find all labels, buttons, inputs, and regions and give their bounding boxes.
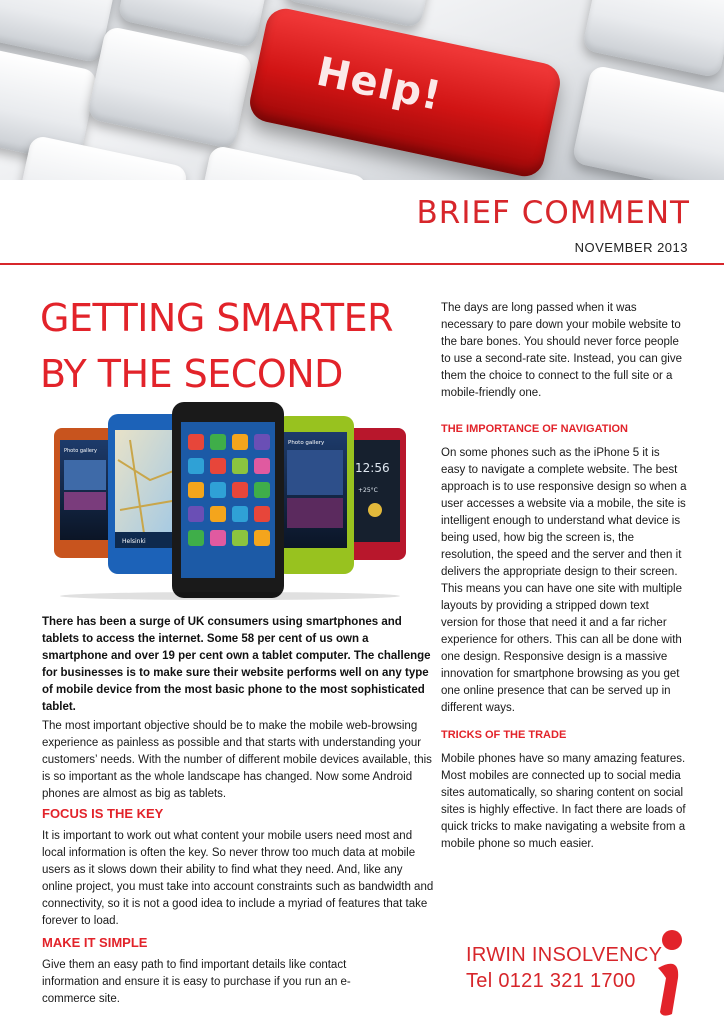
- phone-green: [276, 416, 354, 574]
- article-intro: There has been a surge of UK consumers using smartphones and tablets to access the internet. Some 58 per cent of us own a smartphone and over 19 per cent own a tablet computer. The challenge for businesses is to make sure their website performs well on any type of mobile device from the most basic phone to the most sophisticated tablet.: [42, 616, 431, 713]
- phone-clock: 12:56: [355, 461, 390, 475]
- section-body-navigation: On some phones such as the iPhone 5 it is easy to navigate a complete website. The best approach is to use responsive design so when a user accesses a website via a mobile, the site is intelligent enough to understand what device is being used, how big the screen is, the resolution, the speed and the server and then it delivers the appropriate design to their screen. This means you can have one site with multiple layouts by providing a stripped down text version for those that need it and a far richer experience for others. This can all be done with one design. Responsive design is a massive innovation for smartphone browsing as you get one online presence that can be served up in different ways.: [441, 447, 687, 714]
- company-name: IRWIN INSOLVENCY: [466, 944, 663, 966]
- section-body-focus: It is important to work out what content your mobile users need most and local information is often the key. So never throw too much data at mobile users as it slows down their ability to find what they need. And, like any online project, you must take into account constraints such as bandwidth and connectivity, so it is not a good idea to include a myriad of features that take forever to load.: [42, 830, 434, 927]
- section-heading-tricks: TRICKS OF THE TRADE: [441, 729, 567, 741]
- keyboard-key: [571, 64, 724, 180]
- article-paragraph: The most important objective should be to make the mobile web-browsing experience as painless as possible and that starts with understanding your customers’ needs. With the number of different mobile devices available, this is so important as the whole landscape has changed. Now some Android phones are almost as big as tablets.: [42, 720, 432, 800]
- phone-screen-label-left: Photo gallery: [64, 448, 97, 454]
- section-heading-focus: FOCUS IS THE KEY: [42, 806, 164, 821]
- headline-line-1: GETTING SMARTER: [40, 296, 394, 340]
- help-key: [246, 5, 563, 180]
- help-key-label: Help!: [312, 48, 446, 121]
- phone-city-label: Helsinki: [122, 538, 146, 545]
- section-heading-navigation: THE IMPORTANCE OF NAVIGATION: [441, 423, 628, 435]
- phone-temperature: +25°C: [358, 487, 378, 494]
- phone-orange: [54, 428, 116, 558]
- header-image-keyboard: [0, 0, 724, 180]
- right-column-intro: The days are long passed when it was necessary to pare down your mobile website to the bare bones. You should never force people to use a second-rate site. Instead, you can give them the choice to connect to the full site or a mobile-friendly one.: [441, 302, 683, 399]
- smartphones-image: [50, 400, 410, 600]
- company-logo-icon: [650, 928, 690, 1018]
- keyboard-key: [87, 25, 253, 149]
- article-headline: [40, 290, 410, 402]
- phone-black: [172, 402, 284, 598]
- newsletter-title: BRIEF COMMENT: [416, 195, 690, 231]
- company-phone: Tel 0121 321 1700: [466, 970, 636, 992]
- headline-line-2: BY THE SECOND: [40, 352, 343, 396]
- section-body-tricks: Mobile phones have so many amazing features. Most mobiles are connected up to social media sites automatically, so sharing content on social sites is highly effective. In fact there are loads of quick tricks to make navigating a website from a mobile phone so much easier.: [441, 753, 686, 850]
- masthead-divider: [0, 263, 724, 265]
- keyboard-key: [11, 134, 188, 180]
- section-body-simple: Give them an easy path to find important details like contact information and ensure it is easy to purchase if you run an e-commerce site.: [42, 959, 351, 1005]
- keyboard-key: [191, 144, 368, 180]
- section-heading-simple: MAKE IT SIMPLE: [42, 935, 148, 950]
- issue-date: NOVEMBER 2013: [574, 240, 688, 255]
- phone-screen-label-right: Photo gallery: [288, 440, 325, 446]
